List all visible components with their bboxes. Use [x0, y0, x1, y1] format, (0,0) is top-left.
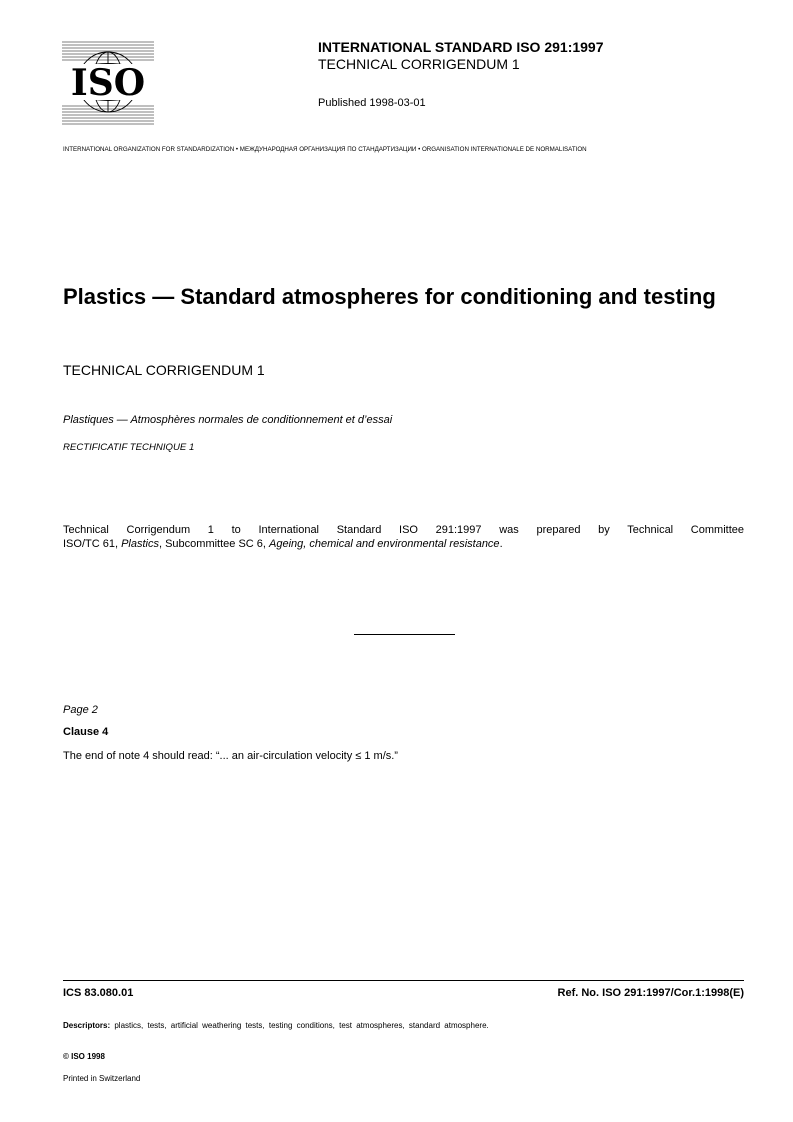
french-title: Plastiques — Atmosphères normales de conditionnement et d’essai	[63, 414, 393, 426]
published-date: Published 1998-03-01	[318, 97, 426, 109]
section-separator	[354, 634, 455, 635]
descriptors-text: plastics, tests, artificial weathering tests, testing conditions, test atmospheres, standard atmosphere.	[110, 1021, 489, 1030]
subcommittee-name: Ageing, chemical and environmental resistance	[269, 538, 500, 550]
standard-title: INTERNATIONAL STANDARD ISO 291:1997	[318, 39, 604, 55]
correction-text: The end of note 4 should read: “... an air-circulation velocity ≤ 1 m/s.”	[63, 750, 398, 762]
page-reference: Page 2	[63, 704, 98, 716]
corrigendum-title: TECHNICAL CORRIGENDUM 1	[318, 56, 520, 72]
body-line-2e: .	[499, 538, 503, 550]
body-line-2c: , Subcommittee SC 6,	[158, 538, 270, 550]
body-line-1: Technical Corrigendum 1 to International Standard ISO 291:1997 was prepared by Technical Committee	[63, 524, 744, 536]
descriptors	[63, 1021, 489, 1030]
copyright: © ISO 1998	[63, 1052, 105, 1061]
french-subtitle: RECTIFICATIF TECHNIQUE 1	[63, 442, 195, 453]
body-line-2a: ISO/TC 61,	[63, 538, 122, 550]
reference-number: Ref. No. ISO 291:1997/Cor.1:1998(E)	[557, 987, 744, 999]
committee-name: Plastics	[121, 538, 159, 550]
organization-line: INTERNATIONAL ORGANIZATION FOR STANDARDIZATION • МЕЖДУНАРОДНАЯ ОРГАНИЗАЦИЯ ПО СТАНДАРТИЗАЦИИ • ORGANISATION INTERNATIONALE DE NORMALISATION	[63, 146, 587, 153]
svg-text:ISO: ISO	[70, 62, 146, 104]
document-subtitle: TECHNICAL CORRIGENDUM 1	[63, 362, 265, 378]
descriptors-label: Descriptors:	[63, 1021, 111, 1030]
clause-heading: Clause 4	[63, 726, 109, 738]
printed-location: Printed in Switzerland	[63, 1074, 141, 1083]
body-paragraph	[63, 523, 744, 551]
ics-code: ICS 83.080.01	[63, 987, 134, 999]
footer-rule	[63, 980, 744, 981]
iso-logo	[62, 40, 154, 126]
document-title: Plastics — Standard atmospheres for conditioning and testing	[63, 284, 716, 309]
